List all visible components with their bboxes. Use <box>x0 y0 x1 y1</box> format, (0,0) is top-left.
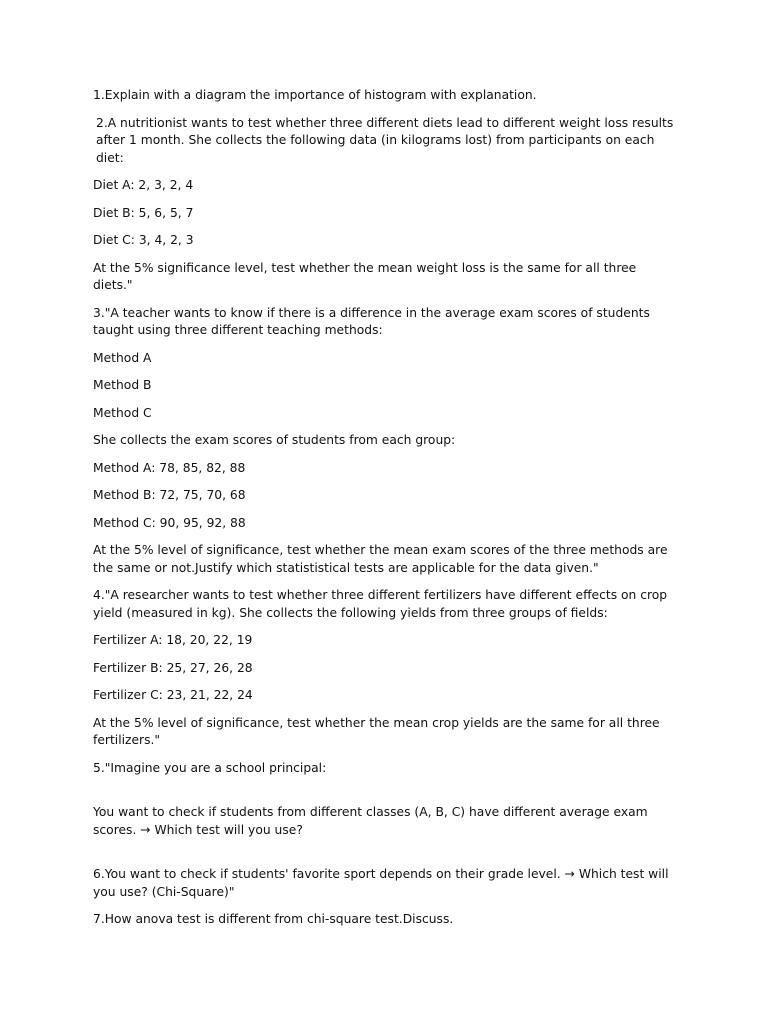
question-3-task: At the 5% level of significance, test whether the mean exam scores of the three methods are the same or not.Justify which statististical tests are applicable for the data given." <box>93 543 668 575</box>
fertilizer-c-data: Fertilizer C: 23, 21, 22, 24 <box>93 688 253 702</box>
diet-a-data: Diet A: 2, 3, 2, 4 <box>93 178 194 192</box>
diet-c-data: Diet C: 3, 4, 2, 3 <box>93 233 194 247</box>
fertilizer-a-data: Fertilizer A: 18, 20, 22, 19 <box>93 633 253 647</box>
method-c-scores: Method C: 90, 95, 92, 88 <box>93 515 246 530</box>
question-4-task: At the 5% level of significance, test whether the mean crop yields are the same for all three fertilizers." <box>93 715 660 747</box>
question-5-scenario: You want to check if students from different classes (A, B, C) have different average exam scores. → Which test will you use? <box>93 805 648 837</box>
blank-line <box>93 787 678 804</box>
question-4: 4."A researcher wants to test whether three different fertilizers have different effects on crop yield (measured in kg). She collects the following yields from three groups of fields: <box>93 588 668 620</box>
question-3: 3."A teacher wants to know if there is a difference in the average exam scores of students taught using three different teaching methods: <box>93 305 650 337</box>
question-7: 7.How anova test is different from chi-square test.Discuss. <box>93 912 454 926</box>
question-1: 1.Explain with a diagram the importance of histogram with explanation. <box>93 88 537 102</box>
method-b-label: Method B <box>93 378 152 392</box>
diet-b-data: Diet B: 5, 6, 5, 7 <box>93 205 194 220</box>
question-6: 6.You want to check if students' favorite sport depends on their grade level. → Which test will you use? (Chi-Square)" <box>93 867 669 899</box>
method-a-label: Method A <box>93 350 152 365</box>
blank-line <box>93 849 678 866</box>
fertilizer-b-data: Fertilizer B: 25, 27, 26, 28 <box>93 660 253 675</box>
question-3-collect: She collects the exam scores of students from each group: <box>93 433 456 447</box>
question-2: 2.A nutritionist wants to test whether three different diets lead to different weight loss results after 1 month. She collects the following data (in kilograms lost) from participants on each diet: <box>96 115 674 165</box>
document-page <box>93 87 678 939</box>
question-2-task: At the 5% significance level, test whether the mean weight loss is the same for all three diets." <box>93 260 637 292</box>
method-a-scores: Method A: 78, 85, 82, 88 <box>93 460 246 475</box>
method-b-scores: Method B: 72, 75, 70, 68 <box>93 488 246 502</box>
method-c-label: Method C <box>93 405 152 420</box>
question-5: 5."Imagine you are a school principal: <box>93 760 327 775</box>
